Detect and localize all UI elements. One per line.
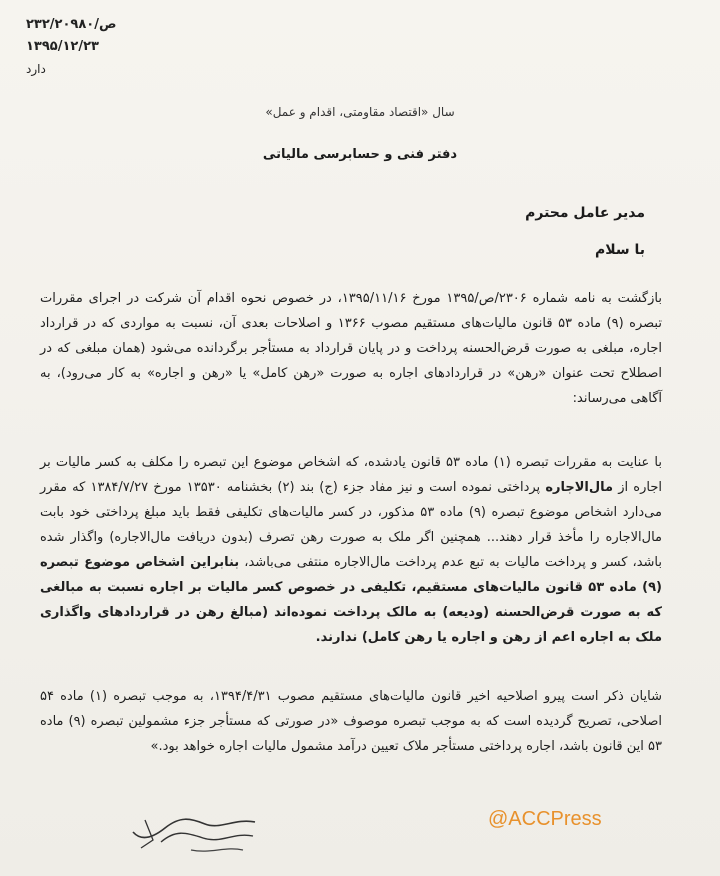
paragraph-2-bold-term: مال‌الاجاره [545, 480, 614, 495]
signature [125, 810, 275, 860]
greeting: با سلام [594, 242, 645, 258]
year-slogan: سال «اقتصاد مقاومتی، اقدام و عمل» [265, 105, 455, 119]
letter-date: ۱۳۹۵/۱۲/۲۳ [26, 39, 99, 54]
salutation: مدیر عامل محترم [525, 205, 645, 221]
paragraph-2-conclusion: بنابراین اشخاص موضوع تبصره (۹) ماده ۵۳ قانون مالیات‌های مستقیم، تکلیفی در خصوص کسر مالیات بر اجاره نسبت به مبالغی که به صورت قرض‌الحسنه (ودیعه) به مالک پرداخت نموده‌اند (مبالغ رهن در قراردادهای واگذاری ملک به اجاره اعم از رهن و اجاره یا رهن کامل) ندارند. [40, 555, 662, 645]
watermark-handle: @ACCPress [488, 808, 602, 830]
paragraph-2-text: با عنایت به مقررات تبصره (۱) ماده ۵۳ قانون یادشده، که اشخاص موضوع این تبصره را مکلف به کسر مالیات بر اجاره از [40, 455, 663, 495]
letter-meta [26, 14, 116, 80]
department-name: دفتر فنی و حسابرسی مالیاتی [262, 147, 458, 162]
letter-attachment: دارد [26, 62, 46, 76]
paragraph-2-text-cont: پرداختی نموده است و نیز مفاد جزء (ج) بند (۲) بخشنامه ۱۳۵۳۰ مورخ ۱۳۸۴/۷/۲۷ که مقرر می‌دارد اشخاص موضوع تبصره (۹) ماده ۵۳ مذکور، در کسر مالیات‌های تکلیفی فقط باید مبلغ پرداختی خود بابت مال‌الاجاره را مأخذ قرار دهند... همچنین اگر ملک به صورت رهن تصرف (بدون دریافت مال‌الاجاره) واگذار شده باشد، کسر و پرداخت مالیات به تبع عدم پرداخت مال‌الاجاره منتفی می‌باشد، [40, 480, 662, 570]
paragraph-2 [40, 450, 662, 650]
letter-number: ۲۳۲/۲۰۹۸۰/ص [26, 17, 117, 32]
paragraph-3: شایان ذکر است پیرو اصلاحیه اخیر قانون مالیات‌های مستقیم مصوب ۱۳۹۴/۴/۳۱، به موجب تبصره (۱) ماده ۵۴ اصلاحی، تصریح گردیده است که به موجب تبصره موصوف «در صورتی که مستأجر جزء مشمولین تبصره (۹) ماده ۵۳ این قانون باشد، اجاره پرداختی مستأجر ملاک تعیین درآمد مشمول مالیات اجاره خواهد بود.» [40, 689, 663, 754]
paragraph-1: بازگشت به نامه شماره ۲۳۰۶/ص/۱۳۹۵ مورخ ۱۳۹۵/۱۱/۱۶، در خصوص نحوه اقدام آن شرکت در اجرای مقررات تبصره (۹) ماده ۵۳ قانون مالیات‌های مستقیم مصوب ۱۳۶۶ و اصلاحات بعدی آن، نسبت به مواردی که در قرارداد اجاره، مبلغی به صورت قرض‌الحسنه پرداخت و در پایان قرارداد به مستأجر برگردانده می‌شود (همان مبلغی که در اصطلاح تحت عنوان «رهن» در قراردادهای اجاره به صورت «رهن کامل» یا «رهن و اجاره» به کار می‌رود)، به آگاهی می‌رساند: [40, 291, 662, 406]
